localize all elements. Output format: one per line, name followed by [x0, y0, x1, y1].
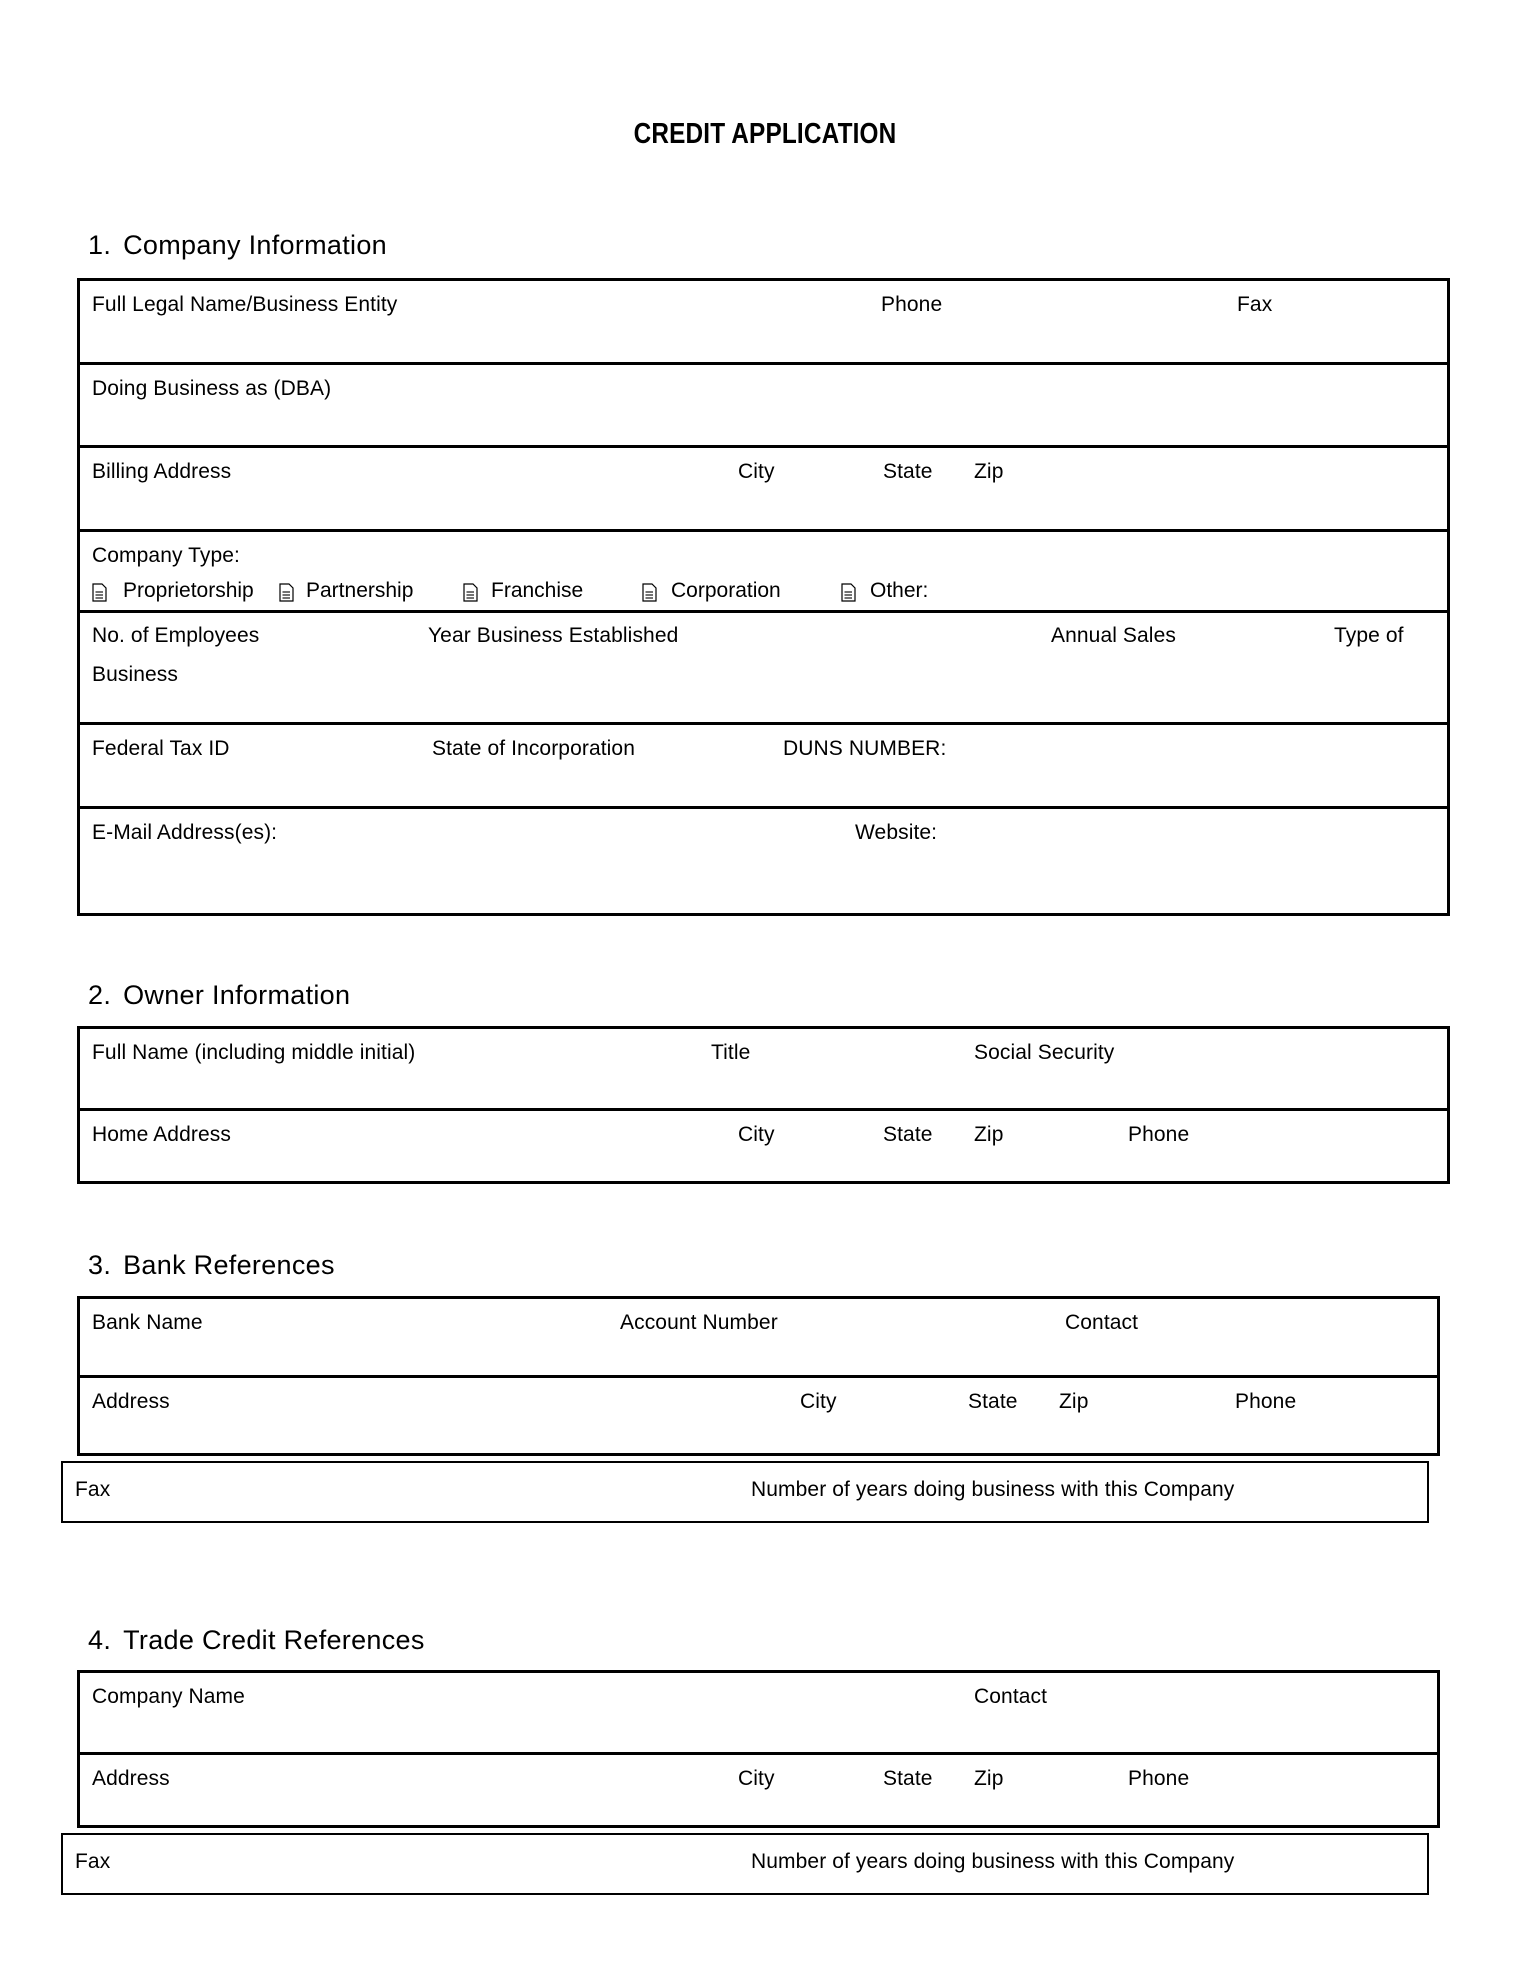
field-label-home-address: Home Address — [92, 1123, 231, 1146]
field-label-years-doing-business: Number of years doing business with this Company — [751, 1478, 1235, 1501]
section-heading-bank-references — [88, 1250, 335, 1281]
field-label-fax: Fax — [1237, 293, 1273, 316]
table-row-legal-name — [80, 281, 1447, 365]
field-label-email-addresses: E-Mail Address(es): — [92, 821, 278, 844]
field-label-contact: Contact — [1065, 1311, 1139, 1334]
table-row-business-profile — [80, 613, 1447, 725]
field-label-federal-tax-id: Federal Tax ID — [92, 737, 230, 760]
table-row-trade-address — [80, 1755, 1437, 1825]
section-number: 3. — [88, 1250, 112, 1280]
option-label-proprietorship[interactable]: Proprietorship — [123, 579, 254, 602]
field-label-years-doing-business: Number of years doing business with this Company — [751, 1850, 1235, 1873]
field-label-zip: Zip — [1059, 1390, 1089, 1413]
field-label-state: State — [883, 1123, 933, 1146]
document-checkbox-icon[interactable] — [642, 583, 657, 602]
field-label-fax: Fax — [75, 1850, 111, 1873]
field-label-address: Address — [92, 1767, 170, 1790]
field-label-zip: Zip — [974, 1123, 1004, 1146]
section-title: Bank References — [123, 1250, 335, 1280]
field-label-business: Business — [92, 663, 179, 686]
field-label-state: State — [883, 460, 933, 483]
field-label-annual-sales: Annual Sales — [1051, 624, 1176, 647]
table-row-contact-online — [80, 809, 1447, 891]
table-row-bank-address — [80, 1378, 1437, 1453]
field-label-state: State — [968, 1390, 1018, 1413]
field-label-full-name: Full Name (including middle initial) — [92, 1041, 416, 1064]
field-label-billing-address: Billing Address — [92, 460, 232, 483]
table-row-owner-name — [80, 1029, 1447, 1111]
field-label-full-legal-name: Full Legal Name/Business Entity — [92, 293, 398, 316]
field-label-type-of: Type of — [1334, 624, 1404, 647]
field-label-zip: Zip — [974, 1767, 1004, 1790]
table-row-trade-company-name — [80, 1673, 1437, 1755]
company-information-table — [77, 278, 1450, 916]
trade-credit-references-table — [77, 1670, 1440, 1828]
field-label-state: State — [883, 1767, 933, 1790]
field-label-state-of-incorporation: State of Incorporation — [432, 737, 635, 760]
section-heading-company-information — [88, 230, 387, 261]
field-label-city: City — [800, 1390, 837, 1413]
field-label-title: Title — [711, 1041, 751, 1064]
field-label-city: City — [738, 1767, 775, 1790]
field-label-dba: Doing Business as (DBA) — [92, 377, 332, 400]
document-checkbox-icon[interactable] — [841, 583, 856, 602]
field-label-zip: Zip — [974, 460, 1004, 483]
table-row-tax-identification — [80, 725, 1447, 809]
field-label-city: City — [738, 1123, 775, 1146]
document-checkbox-icon[interactable] — [92, 583, 107, 602]
field-label-phone: Phone — [1235, 1390, 1297, 1413]
field-label-contact: Contact — [974, 1685, 1048, 1708]
field-label-no-of-employees: No. of Employees — [92, 624, 260, 647]
field-label-fax: Fax — [75, 1478, 111, 1501]
section-heading-owner-information — [88, 980, 350, 1011]
page-title: CREDIT APPLICATION — [633, 118, 897, 150]
section-heading-trade-credit-references — [88, 1625, 425, 1656]
field-label-duns-number: DUNS NUMBER: — [783, 737, 947, 760]
field-label-account-number: Account Number — [620, 1311, 778, 1334]
field-label-year-business-established: Year Business Established — [428, 624, 679, 647]
section-number: 2. — [88, 980, 112, 1010]
section-title: Owner Information — [123, 980, 351, 1010]
section-title: Trade Credit References — [123, 1625, 425, 1655]
section-title: Company Information — [123, 230, 387, 260]
option-label-franchise[interactable]: Franchise — [491, 579, 584, 602]
table-row-dba — [80, 365, 1447, 448]
field-label-bank-name: Bank Name — [92, 1311, 203, 1334]
field-label-city: City — [738, 460, 775, 483]
owner-information-table — [77, 1026, 1450, 1184]
option-label-partnership[interactable]: Partnership — [306, 579, 414, 602]
section-number: 1. — [88, 230, 112, 260]
field-label-address: Address — [92, 1390, 170, 1413]
trade-fax-row — [61, 1833, 1429, 1895]
option-label-corporation[interactable]: Corporation — [671, 579, 781, 602]
table-row-billing-address — [80, 448, 1447, 532]
field-label-phone: Phone — [1128, 1767, 1190, 1790]
table-row-owner-address — [80, 1111, 1447, 1184]
document-checkbox-icon[interactable] — [463, 583, 478, 602]
bank-fax-row — [61, 1461, 1429, 1523]
field-label-company-name: Company Name — [92, 1685, 245, 1708]
section-number: 4. — [88, 1625, 112, 1655]
table-row-company-type — [80, 532, 1447, 613]
document-checkbox-icon[interactable] — [279, 583, 294, 602]
field-label-company-type: Company Type: — [92, 544, 240, 567]
field-label-social-security: Social Security — [974, 1041, 1115, 1064]
field-label-phone: Phone — [881, 293, 943, 316]
table-row-bank-name — [80, 1299, 1437, 1378]
bank-references-table — [77, 1296, 1440, 1456]
field-label-website: Website: — [855, 821, 938, 844]
field-label-phone: Phone — [1128, 1123, 1190, 1146]
option-label-other[interactable]: Other: — [870, 579, 929, 602]
